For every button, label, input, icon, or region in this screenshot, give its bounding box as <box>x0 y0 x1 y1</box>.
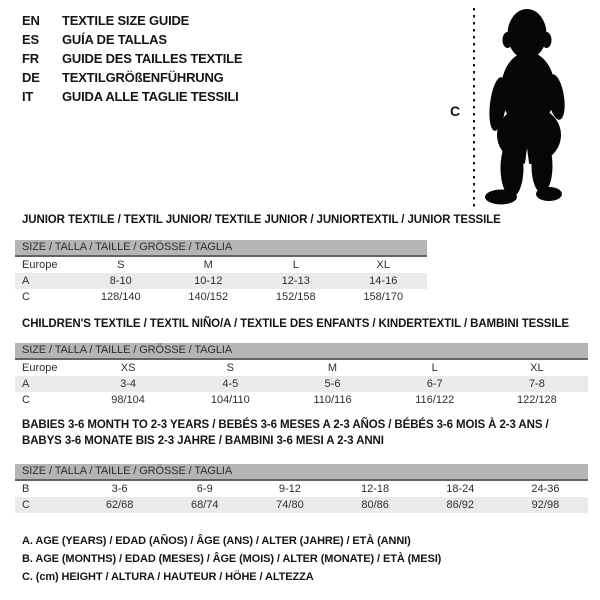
language-row <box>22 87 242 106</box>
table-rows <box>15 481 588 513</box>
table-cell: S <box>226 362 234 374</box>
children-size-table <box>15 343 588 408</box>
table-cell: 158/170 <box>363 291 404 303</box>
language-row <box>22 30 242 49</box>
measurement-legend <box>22 532 441 586</box>
table-cell: L <box>292 259 299 271</box>
baby-figure <box>430 0 600 220</box>
row-label: A <box>22 275 30 287</box>
babies-table-title-line2: BABYS 3-6 MONATE BIS 2-3 JAHRE / BAMBINI 3-6 MESI A 2-3 ANNI <box>22 435 384 447</box>
table-cell: S <box>117 259 125 271</box>
table-rows <box>15 257 427 305</box>
table-cell: 9-12 <box>278 483 301 495</box>
table-cell: 116/122 <box>415 394 455 406</box>
table-cell: 86/92 <box>446 499 475 511</box>
table-cell: 62/68 <box>105 499 134 511</box>
size-header-bar: SIZE / TALLA / TAILLE / GRÖSSE / TAGLIA <box>15 343 588 360</box>
junior-size-table <box>15 240 427 305</box>
row-label: C <box>22 291 30 303</box>
size-header-bar: SIZE / TALLA / TAILLE / GRÖSSE / TAGLIA <box>15 240 427 257</box>
row-label: B <box>22 483 30 495</box>
table-cell: M <box>327 362 338 374</box>
language-list <box>22 11 242 106</box>
table-cell: 14-16 <box>369 275 398 287</box>
table-cell: 12-13 <box>281 275 310 287</box>
table-row <box>15 273 427 289</box>
table-cell: 68/74 <box>190 499 219 511</box>
language-label: GUIDA ALLE TAGLIE TESSILI <box>62 89 239 104</box>
table-cell: 18-24 <box>446 483 475 495</box>
legend-line-b: B. AGE (MONTHS) / EDAD (MESES) / ÂGE (MOIS) / ALTER (MONATE) / ETÀ (MESI) <box>22 553 442 565</box>
language-label: TEXTILGRÖßENFÜHRUNG <box>62 70 224 85</box>
table-row <box>15 360 588 376</box>
table-row <box>15 481 588 497</box>
table-cell: 98/104 <box>111 394 145 406</box>
table-cell: 74/80 <box>276 499 304 511</box>
table-cell: XL <box>530 362 544 374</box>
table-cell: 104/110 <box>210 394 250 406</box>
table-row <box>15 257 427 273</box>
table-cell: 122/128 <box>517 394 557 406</box>
table-row <box>15 289 427 305</box>
table-cell: 6-9 <box>196 483 213 495</box>
language-row <box>22 49 242 68</box>
table-cell: XS <box>120 362 136 374</box>
table-cell: 3-4 <box>120 378 137 390</box>
table-row <box>15 497 588 513</box>
table-cell: 6-7 <box>426 378 443 390</box>
babies-size-table <box>15 464 588 513</box>
table-cell: 92/98 <box>531 499 560 511</box>
row-label: Europe <box>22 362 58 374</box>
language-label: TEXTILE SIZE GUIDE <box>62 13 190 28</box>
table-cell: 4-5 <box>222 378 239 390</box>
table-cell: 5-6 <box>324 378 341 390</box>
language-label: GUIDE DES TAILLES TEXTILE <box>62 51 243 66</box>
table-cell: 110/116 <box>313 394 352 406</box>
table-row <box>15 392 588 408</box>
children-table-title: CHILDREN'S TEXTILE / TEXTIL NIÑO/A / TEXTILE DES ENFANTS / KINDERTEXTIL / BAMBINI TESSILE <box>22 318 569 330</box>
table-cell: 24-36 <box>531 483 560 495</box>
table-cell: L <box>431 362 438 374</box>
babies-table-title-line1: BABIES 3-6 MONTH TO 2-3 YEARS / BEBÉS 3-6 MESES A 2-3 AÑOS / BÉBÉS 3-6 MOIS À 2-3 ANS / <box>22 419 549 431</box>
language-code: DE <box>22 70 40 85</box>
row-label: C <box>22 499 30 511</box>
junior-table-title: JUNIOR TEXTILE / TEXTIL JUNIOR/ TEXTILE JUNIOR / JUNIORTEXTIL / JUNIOR TESSILE <box>22 214 501 226</box>
table-cell: 3-6 <box>111 483 128 495</box>
table-cell: 10-12 <box>194 275 223 287</box>
table-cell: 140/152 <box>188 291 229 303</box>
language-code: FR <box>22 51 39 66</box>
language-code: ES <box>22 32 39 47</box>
language-code: EN <box>22 13 40 28</box>
table-row <box>15 376 588 392</box>
table-cell: XL <box>376 259 390 271</box>
language-row <box>22 68 242 87</box>
height-measure-label: C <box>450 103 461 119</box>
table-cell: 152/158 <box>275 291 316 303</box>
language-row <box>22 11 242 30</box>
legend-line-c: C. (cm) HEIGHT / ALTURA / HAUTEUR / HÖHE / ALTEZZA <box>22 571 314 583</box>
row-label: Europe <box>22 259 58 271</box>
table-cell: 80/86 <box>361 499 389 511</box>
table-cell: 128/140 <box>100 291 141 303</box>
table-cell: 7-8 <box>528 378 545 390</box>
legend-line-a: A. AGE (YEARS) / EDAD (AÑOS) / ÂGE (ANS) / ALTER (JAHRE) / ETÀ (ANNI) <box>22 535 411 547</box>
table-cell: M <box>203 259 213 271</box>
table-cell: 8-10 <box>109 275 132 287</box>
table-cell: 12-18 <box>361 483 390 495</box>
row-label: A <box>22 378 30 390</box>
row-label: C <box>22 394 30 406</box>
language-label: GUÍA DE TALLAS <box>62 32 167 47</box>
size-header-bar: SIZE / TALLA / TAILLE / GRÖSSE / TAGLIA <box>15 464 588 481</box>
table-rows <box>15 360 588 408</box>
language-code: IT <box>22 89 34 104</box>
